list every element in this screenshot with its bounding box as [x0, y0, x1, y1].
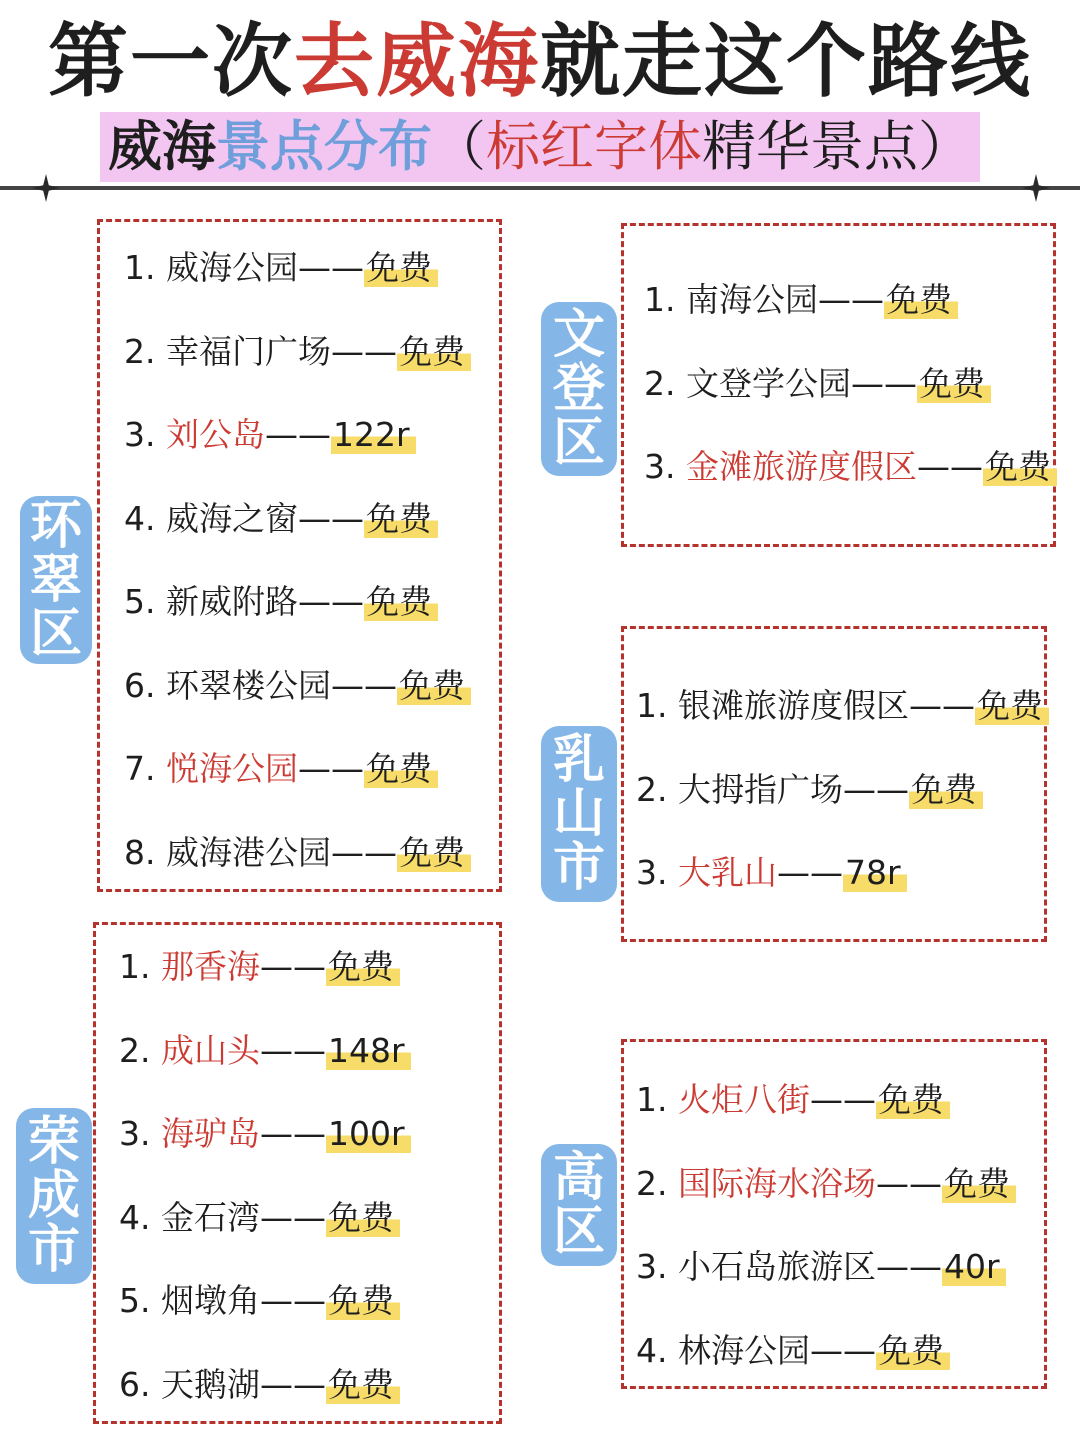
district-label-huancui: [20, 496, 92, 664]
district-char: 乳: [552, 730, 605, 790]
ticket-price: 78r: [843, 853, 907, 892]
attraction-item: [636, 1162, 1016, 1206]
subtitle-part-5: 精华景点）: [702, 115, 972, 178]
item-number: 3.: [644, 447, 676, 486]
attraction-item: [124, 497, 438, 541]
district-char: 区: [29, 604, 82, 664]
item-separator: ——: [810, 1330, 876, 1370]
district-char: 翠: [29, 550, 82, 610]
ticket-price: 免费: [884, 280, 958, 319]
attraction-item: [636, 1329, 950, 1373]
ticket-price: 122r: [331, 415, 416, 454]
ticket-price: 免费: [876, 1080, 950, 1119]
ticket-price: 40r: [942, 1247, 1006, 1286]
attraction-item: [636, 851, 907, 895]
attraction-item: [636, 684, 1049, 728]
item-number: 3.: [124, 415, 156, 454]
item-number: 4.: [124, 498, 156, 538]
district-char: 登: [552, 359, 605, 419]
district-char: 成: [27, 1166, 80, 1226]
ticket-price: 免费: [397, 332, 471, 371]
attraction-name: 幸福门广场: [166, 331, 331, 371]
attraction-item: [644, 362, 991, 406]
item-number: 5.: [119, 1281, 151, 1320]
item-number: 7.: [124, 749, 156, 788]
district-char: 区: [552, 1202, 605, 1262]
ticket-price: 免费: [917, 364, 991, 403]
attraction-item: [119, 1363, 400, 1407]
subtitle-row: [0, 112, 1080, 182]
item-number: 4.: [119, 1197, 151, 1237]
attraction-name: 成山头: [161, 1030, 260, 1070]
ticket-price: 免费: [326, 947, 400, 986]
attraction-name: 火炬八街: [678, 1080, 810, 1119]
attraction-name: 大拇指广场: [678, 769, 843, 809]
ticket-price: 免费: [364, 582, 438, 621]
item-separator: ——: [818, 280, 884, 319]
district-label-rushan: [541, 726, 617, 902]
item-number: 2.: [644, 363, 676, 403]
item-number: 3.: [119, 1114, 151, 1153]
item-separator: ——: [298, 498, 364, 538]
item-number: 1.: [636, 686, 668, 725]
ticket-price: 免费: [326, 1365, 400, 1404]
item-number: 5.: [124, 582, 156, 621]
item-separator: ——: [298, 582, 364, 621]
subtitle-part-2: 景点分布: [216, 115, 432, 178]
huancui-box: [97, 219, 502, 892]
rongcheng-box: [93, 922, 502, 1424]
ticket-price: 免费: [397, 833, 471, 872]
attraction-item: [119, 1279, 400, 1323]
ticket-price: 免费: [326, 1198, 400, 1237]
item-number: 6.: [119, 1364, 151, 1404]
attraction-name: 威海港公园: [166, 832, 331, 872]
ticket-price: 免费: [983, 447, 1057, 486]
item-separator: ——: [843, 769, 909, 809]
attraction-name: 金滩旅游度假区: [686, 447, 917, 486]
attraction-name: 新威附路: [166, 582, 298, 621]
attraction-name: 小石岛旅游区: [678, 1247, 876, 1286]
ticket-price: 100r: [326, 1114, 411, 1153]
attraction-name: 那香海: [161, 947, 260, 986]
item-separator: ——: [331, 665, 397, 705]
attraction-name: 海驴岛: [161, 1114, 260, 1153]
district-char: 荣: [27, 1112, 80, 1172]
item-separator: ——: [331, 832, 397, 872]
item-separator: ——: [917, 447, 983, 486]
item-number: 1.: [636, 1080, 668, 1119]
ticket-price: 148r: [326, 1031, 411, 1070]
item-separator: ——: [260, 947, 326, 986]
item-separator: ——: [265, 415, 331, 454]
item-separator: ——: [777, 853, 843, 892]
ticket-price: 免费: [909, 770, 983, 809]
item-number: 1.: [119, 947, 151, 986]
district-char: 高: [552, 1148, 605, 1208]
attraction-name: 银滩旅游度假区: [678, 686, 909, 725]
attraction-item: [124, 664, 471, 708]
item-separator: ——: [260, 1281, 326, 1320]
attraction-name: 金石湾: [161, 1197, 260, 1237]
ticket-price: 免费: [364, 749, 438, 788]
attraction-item: [124, 747, 438, 791]
attraction-item: [636, 1078, 950, 1122]
ticket-price: 免费: [397, 666, 471, 705]
item-number: 2.: [119, 1030, 151, 1070]
header-divider: [0, 186, 1080, 190]
attraction-item: [636, 1245, 1006, 1289]
attraction-name: 天鹅湖: [161, 1364, 260, 1404]
attraction-item: [119, 1196, 400, 1240]
item-separator: ——: [876, 1247, 942, 1286]
item-separator: ——: [851, 363, 917, 403]
item-number: 1.: [644, 280, 676, 319]
item-number: 2.: [636, 1163, 668, 1203]
item-separator: ——: [260, 1364, 326, 1404]
attraction-name: 南海公园: [686, 280, 818, 319]
title-part-3: 就走这个路线: [540, 15, 1032, 108]
item-number: 3.: [636, 1247, 668, 1286]
district-char: 山: [552, 784, 605, 844]
item-separator: ——: [909, 686, 975, 725]
item-separator: ——: [260, 1030, 326, 1070]
attraction-name: 悦海公园: [166, 749, 298, 788]
attraction-name: 威海公园: [166, 248, 298, 287]
attraction-item: [124, 831, 471, 875]
attraction-item: [119, 1112, 411, 1156]
item-separator: ——: [260, 1114, 326, 1153]
attraction-item: [124, 246, 438, 290]
ticket-price: 免费: [975, 686, 1049, 725]
item-separator: ——: [810, 1080, 876, 1119]
attraction-item: [644, 278, 958, 322]
attraction-name: 烟墩角: [161, 1281, 260, 1320]
attraction-name: 国际海水浴场: [678, 1163, 876, 1203]
item-number: 2.: [124, 331, 156, 371]
attraction-name: 大乳山: [678, 853, 777, 892]
item-number: 1.: [124, 248, 156, 287]
item-number: 3.: [636, 853, 668, 892]
district-char: 环: [29, 496, 82, 556]
ticket-price: 免费: [942, 1164, 1016, 1203]
subtitle-banner: [100, 112, 980, 182]
attraction-item: [124, 330, 471, 374]
ticket-price: 免费: [364, 248, 438, 287]
attraction-item: [119, 945, 400, 989]
district-label-rongcheng: [16, 1108, 92, 1284]
attraction-item: [644, 445, 1057, 489]
subtitle-part-1: 威海: [108, 115, 216, 178]
ticket-price: 免费: [876, 1331, 950, 1370]
title-part-2: 去威海: [294, 15, 540, 108]
attraction-item: [636, 768, 983, 812]
subtitle-part-4: 标红字体: [486, 115, 702, 178]
item-number: 4.: [636, 1330, 668, 1370]
item-number: 6.: [124, 665, 156, 705]
attraction-item: [124, 580, 438, 624]
ticket-price: 免费: [364, 499, 438, 538]
subtitle-part-3: （: [432, 115, 486, 178]
item-separator: ——: [260, 1197, 326, 1237]
district-label-wendeng: [541, 302, 617, 476]
attraction-item: [119, 1029, 411, 1073]
item-separator: ——: [876, 1163, 942, 1203]
item-separator: ——: [298, 248, 364, 287]
district-char: 区: [552, 413, 605, 473]
item-separator: ——: [331, 331, 397, 371]
attraction-name: 文登学公园: [686, 363, 851, 403]
attraction-name: 刘公岛: [166, 415, 265, 454]
district-char: 文: [552, 305, 605, 365]
district-char: 市: [27, 1220, 80, 1280]
page-title: [0, 12, 1080, 112]
district-char: 市: [552, 838, 605, 898]
item-number: 2.: [636, 769, 668, 809]
item-number: 8.: [124, 832, 156, 872]
ticket-price: 免费: [326, 1281, 400, 1320]
attraction-name: 环翠楼公园: [166, 665, 331, 705]
attraction-name: 威海之窗: [166, 498, 298, 538]
district-label-gaoqu: [541, 1144, 617, 1266]
attraction-item: [124, 413, 416, 457]
attraction-name: 林海公园: [678, 1330, 810, 1370]
title-part-1: 第一次: [48, 15, 294, 108]
item-separator: ——: [298, 749, 364, 788]
